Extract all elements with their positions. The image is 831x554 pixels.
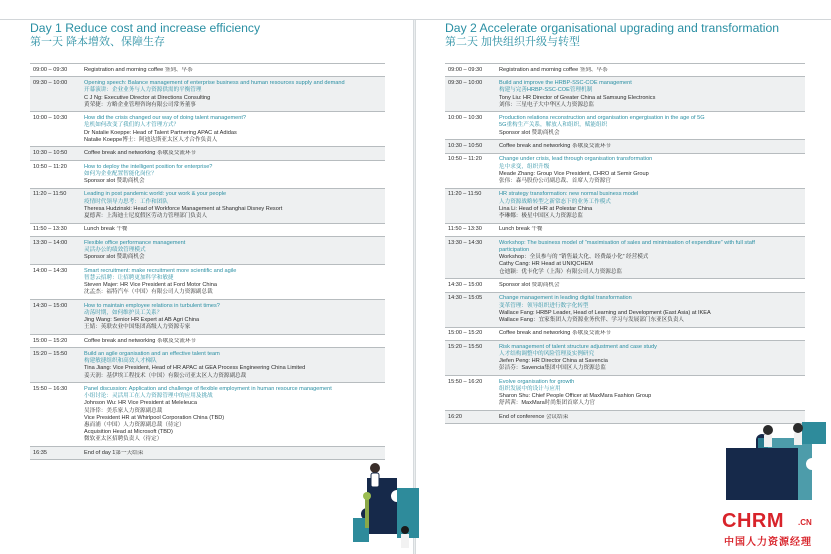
session-content bbox=[499, 115, 805, 137]
session-title: 疫情时代领导力思考：工作和团队 bbox=[84, 198, 168, 205]
session-time: 16:20 bbox=[448, 413, 462, 420]
session-title: Smart recruitment: make recruitment more scientific and agile bbox=[84, 267, 237, 274]
session-time: 15:50 – 16:20 bbox=[448, 378, 483, 385]
session-content bbox=[84, 226, 385, 233]
session-detail: Steven Majer: HR Vice President at Ford Motor China bbox=[84, 281, 217, 288]
session-detail: Coffee break and networking 茶歇及交流环节 bbox=[499, 330, 612, 337]
schedule-row bbox=[445, 237, 805, 279]
schedule-row bbox=[30, 112, 385, 147]
logo-subtitle: 中国人力资源经理 bbox=[724, 537, 812, 548]
logo-main-text: CHRM bbox=[722, 510, 784, 532]
session-detail: Wallace Fang: HRBP Leader, Head of Learning and Development (East Asia) at IKEA bbox=[499, 309, 711, 316]
schedule-row bbox=[445, 154, 805, 189]
day2-subtitle: 第二天 加快组织升级与转型 bbox=[445, 36, 581, 48]
schedule-row bbox=[30, 161, 385, 189]
schedule-row bbox=[30, 77, 385, 112]
session-content bbox=[499, 379, 805, 408]
schedule-row bbox=[445, 293, 805, 328]
session-title: 开幕演讲：企业业务与人力资源供需的平衡管理 bbox=[84, 87, 202, 94]
puzzle-people-icon-right bbox=[718, 418, 828, 508]
chrm-logo bbox=[722, 510, 822, 548]
session-time: 16:35 bbox=[33, 449, 47, 456]
session-content bbox=[499, 344, 805, 373]
session-time: 15:20 – 15:50 bbox=[33, 350, 68, 357]
session-detail: Sharon Shu: Chief People Officer at MaxMara Fashion Group bbox=[499, 393, 652, 400]
session-content bbox=[84, 450, 385, 457]
session-detail: Workshop：全员参与的 “销售最大化、经费最小化” 经营模式 bbox=[499, 254, 649, 261]
session-content bbox=[499, 67, 805, 74]
session-title: 危中求变，组织升级 bbox=[499, 163, 550, 170]
session-time: 14:30 – 15:05 bbox=[448, 295, 483, 302]
top-margin bbox=[0, 0, 831, 20]
schedule-row bbox=[30, 383, 385, 447]
session-time: 10:50 – 11:20 bbox=[33, 163, 67, 170]
schedule-row bbox=[30, 63, 385, 77]
session-time: 15:20 – 15:50 bbox=[448, 343, 483, 350]
session-content bbox=[84, 338, 385, 345]
schedule-row bbox=[445, 77, 805, 112]
session-title: Evolve organisation for growth bbox=[499, 378, 575, 385]
session-title: 如何为企业配置智能化岗位？ bbox=[84, 170, 157, 177]
session-detail: Cathy Cang: HR Head at UNIQCHEM bbox=[499, 261, 593, 268]
session-title: 小组讨论：灵活用工在人力资源管理中的应用及挑战 bbox=[84, 393, 213, 400]
session-title: Build an agile organisation and an effective talent team bbox=[84, 350, 220, 357]
session-content bbox=[499, 282, 805, 289]
session-title: How to maintain employee relations in turbulent times? bbox=[84, 302, 220, 309]
session-detail: 张伟：森马股份公司副总裁、首席人力资源官 bbox=[499, 177, 611, 184]
session-detail: 彭洁芬：Savencia集团中国区人力资源总监 bbox=[499, 365, 606, 372]
session-time: 10:30 – 10:50 bbox=[33, 150, 68, 157]
session-content bbox=[499, 156, 805, 185]
session-time: 11:50 – 13:30 bbox=[448, 226, 482, 233]
session-content bbox=[499, 330, 805, 337]
session-detail: Lina Li: Head of HR at Polestar China bbox=[499, 205, 593, 212]
session-time: 11:20 – 11:50 bbox=[33, 191, 67, 198]
session-detail: 微软亚太区招聘负责人（待定） bbox=[84, 436, 163, 443]
session-detail: Dr Natalie Koeppe: Head of Talent Partnering APAC at Adidas bbox=[84, 129, 237, 136]
session-time: 11:20 – 11:50 bbox=[448, 191, 482, 198]
session-title: Opening speech: Balance management of enterprise business and human resources supply and demand bbox=[84, 80, 345, 87]
session-title: 人才结构调整中的风险管理及实例研究 bbox=[499, 350, 595, 357]
session-time: 14:00 – 14:30 bbox=[33, 267, 68, 274]
session-detail: 沈孟杰：福特汽车（中国）有限公司人力资源副总裁 bbox=[84, 289, 213, 296]
session-time: 13:30 – 14:00 bbox=[33, 239, 68, 246]
session-detail: Lunch break 午餐 bbox=[84, 226, 128, 233]
session-title: 智慧云招聘：让招聘更加科学和敏捷 bbox=[84, 274, 174, 281]
session-content bbox=[499, 143, 805, 150]
puzzle-people-icon bbox=[345, 458, 425, 554]
schedule-row bbox=[445, 224, 805, 237]
session-detail: Registration and morning coffee 签到、早茶 bbox=[499, 66, 608, 73]
session-detail: Acquisition Head at Microsoft (TBD) bbox=[84, 429, 173, 436]
session-title: 人力资源战略转型之新常态下的业务工作模式 bbox=[499, 198, 611, 205]
session-time: 10:50 – 11:20 bbox=[448, 156, 482, 163]
session-content bbox=[84, 80, 385, 109]
schedule-row bbox=[30, 447, 385, 460]
day1-title: Day 1 Reduce cost and increase efficiency bbox=[30, 21, 261, 35]
session-title: Change under crisis, lead through organisation transformation bbox=[499, 156, 653, 163]
session-content bbox=[84, 386, 385, 444]
session-detail: Lunch break 午餐 bbox=[499, 226, 543, 233]
session-title: How to deploy the intelligent position for enterprise? bbox=[84, 163, 213, 170]
session-detail: 舒茜茜：MaxMara时尚集团首席人力官 bbox=[499, 400, 596, 407]
session-title: 变革管理：领导组织进行数字化转型 bbox=[499, 302, 589, 309]
day2-section bbox=[445, 21, 805, 424]
session-detail: 姜天润：基伊埃工程技术（中国）有限公司亚太区人力资源副总裁 bbox=[84, 372, 247, 379]
session-detail: Meade Zhang: Group Vice President, CHRO at Semir Group bbox=[499, 170, 649, 177]
session-time: 13:30 – 14:30 bbox=[448, 239, 483, 246]
session-detail: Natalie Koeppe博士：阿迪达斯亚太区人才合作负责人 bbox=[84, 136, 218, 143]
session-content bbox=[499, 191, 805, 220]
logo-domain-suffix: .CN bbox=[798, 518, 812, 527]
session-content bbox=[84, 303, 385, 332]
session-title: Panel discussion: Application and challenge of flexible employment in human resource management bbox=[84, 385, 332, 392]
session-time: 11:50 – 13:30 bbox=[33, 226, 67, 233]
session-detail: End of day 1第一天结束 bbox=[84, 449, 144, 456]
session-time: 15:00 – 15:20 bbox=[33, 337, 68, 344]
schedule-row bbox=[30, 300, 385, 335]
session-time: 09:30 – 10:00 bbox=[448, 80, 483, 87]
session-detail: Jiefen Peng: HR Director China at Savencia bbox=[499, 358, 608, 365]
session-detail: Sponsor slot 赞助商机会 bbox=[499, 281, 560, 288]
day2-title: Day 2 Accelerate organisational upgrading and transformation bbox=[445, 21, 780, 35]
session-title: participation bbox=[499, 246, 530, 253]
session-content bbox=[84, 164, 385, 186]
session-content bbox=[499, 295, 805, 324]
session-time: 09:00 – 09:30 bbox=[448, 66, 483, 73]
session-detail: Theresa Hudzinski: Head of Workforce Management at Shanghai Disney Resort bbox=[84, 205, 283, 212]
session-detail: Tony Liu: HR Director of Greater China at Samsung Electronics bbox=[499, 94, 656, 101]
session-title: 组织发展中的设计与应用 bbox=[499, 385, 561, 392]
schedule-row bbox=[445, 279, 805, 292]
session-detail: Coffee break and networking 茶歇及交流环节 bbox=[84, 150, 197, 157]
session-content bbox=[499, 240, 805, 276]
session-title: HR strategy transformation: new normal business model bbox=[499, 191, 639, 198]
session-time: 15:00 – 15:20 bbox=[448, 330, 483, 337]
schedule-row bbox=[30, 335, 385, 348]
session-detail: Tina Jiang: Vice President, Head of HR APAC at GEA Process Engineering China Limited bbox=[84, 365, 306, 372]
day1-section bbox=[30, 21, 385, 460]
schedule-row bbox=[445, 376, 805, 411]
session-title: 5G重构生产关系，解放人和组织，赋能组织 bbox=[499, 122, 608, 129]
schedule-row bbox=[30, 265, 385, 300]
session-time: 15:50 – 16:30 bbox=[33, 385, 68, 392]
session-detail: Sponsor slot 赞助商机会 bbox=[499, 129, 560, 136]
session-content bbox=[84, 150, 385, 157]
session-time: 09:00 – 09:30 bbox=[33, 66, 68, 73]
schedule-row bbox=[30, 348, 385, 383]
session-title: Workshop: The business model of “maximisation of sales and minimisation of expenditure” with full staff bbox=[499, 239, 755, 246]
day1-schedule bbox=[30, 63, 385, 460]
session-title: Build and improve the HRBP-SSC-COE management bbox=[499, 80, 632, 87]
session-detail: Sponsor slot 赞助商机会 bbox=[84, 177, 145, 184]
session-time: 10:00 – 10:30 bbox=[448, 115, 483, 122]
session-detail: Coffee break and networking 茶歇及交流环节 bbox=[84, 337, 197, 344]
schedule-row bbox=[445, 328, 805, 341]
session-detail: 王婧：英联农业中国集团高级人力资源专家 bbox=[84, 324, 191, 331]
session-detail: 吴泽倖：美乐家人力资源副总裁 bbox=[84, 407, 163, 414]
schedule-row bbox=[445, 63, 805, 77]
session-detail: 惠而浦（中国）人力资源副总裁（待定） bbox=[84, 421, 185, 428]
session-title: Leading in post pandemic world: your work & your people bbox=[84, 191, 227, 198]
session-content bbox=[84, 115, 385, 144]
session-title: 危机如何改变了我们的人才管理方式？ bbox=[84, 122, 180, 129]
session-detail: 黄荣捷：方略企业管理咨询有限公司常务董事 bbox=[84, 101, 196, 108]
schedule-row bbox=[30, 189, 385, 224]
session-title: 动荡时期，如何维护员工关系？ bbox=[84, 309, 163, 316]
session-time: 14:30 – 15:00 bbox=[448, 281, 483, 288]
session-detail: Jing Wang: Senior HR Expert at AB Agri China bbox=[84, 316, 200, 323]
session-detail: 夏德茜：上海迪士尼度假区劳动力管理部门负责人 bbox=[84, 212, 208, 219]
session-content bbox=[499, 226, 805, 233]
day1-subtitle: 第一天 降本增效、保障生存 bbox=[30, 36, 166, 48]
session-detail: Vice President HR at Whirlpool Corporation China (TBD) bbox=[84, 414, 225, 421]
schedule-row bbox=[445, 140, 805, 153]
day2-schedule bbox=[445, 63, 805, 424]
session-content bbox=[84, 191, 385, 220]
schedule-row bbox=[445, 189, 805, 224]
session-detail: Wallace Fang：宜家集团人力资源业务伙伴、学习与发展部门东亚区负责人 bbox=[499, 316, 685, 323]
session-detail: End of conference 会议结束 bbox=[499, 413, 569, 420]
schedule-row bbox=[30, 147, 385, 160]
session-time: 10:30 – 10:50 bbox=[448, 142, 483, 149]
session-content bbox=[84, 240, 385, 262]
schedule-row bbox=[30, 224, 385, 237]
session-time: 14:30 – 15:00 bbox=[33, 302, 68, 309]
session-detail: Coffee break and networking 茶歇及交流环节 bbox=[499, 142, 612, 149]
session-title: Change management in leading digital transformation bbox=[499, 295, 632, 302]
session-detail: Registration and morning coffee 签到、早茶 bbox=[84, 66, 193, 73]
session-title: 构建敏捷组织和高效人才梯队 bbox=[84, 358, 157, 365]
session-detail: 仓迪颖：优卡化学（上海）有限公司人力资源总监 bbox=[499, 268, 623, 275]
session-content bbox=[84, 351, 385, 380]
session-content bbox=[84, 268, 385, 297]
session-detail: 刘伟：三星电子大中华区人力资源总监 bbox=[499, 101, 595, 108]
schedule-row bbox=[30, 237, 385, 265]
session-detail: Sponsor slot 赞助商机会 bbox=[84, 254, 145, 261]
session-title: 灵活办公的绩效管理模式 bbox=[84, 246, 146, 253]
session-detail: 李琳娜：极星中国区人力资源总监 bbox=[499, 212, 583, 219]
session-title: How did the crisis changed our way of doing talent management? bbox=[84, 115, 247, 122]
session-content bbox=[84, 67, 385, 74]
session-detail: C J Ng: Executive Director at Directions Consulting bbox=[84, 94, 211, 101]
session-content bbox=[499, 80, 805, 109]
schedule-row bbox=[445, 112, 805, 140]
session-title: Risk management of talent structure adjustment and case study bbox=[499, 343, 657, 350]
schedule-row bbox=[445, 341, 805, 376]
session-detail: Johnson Wu: HR Vice President at Meleleuca bbox=[84, 400, 197, 407]
session-title: Flexible office performance management bbox=[84, 239, 186, 246]
session-title: Production relations reconstruction and organisation engergisation in the age of 5G bbox=[499, 115, 705, 122]
session-title: 构建与完善HRBP-SSC-COE管理机制 bbox=[499, 87, 593, 94]
session-time: 09:30 – 10:00 bbox=[33, 80, 68, 87]
session-time: 10:00 – 10:30 bbox=[33, 115, 68, 122]
